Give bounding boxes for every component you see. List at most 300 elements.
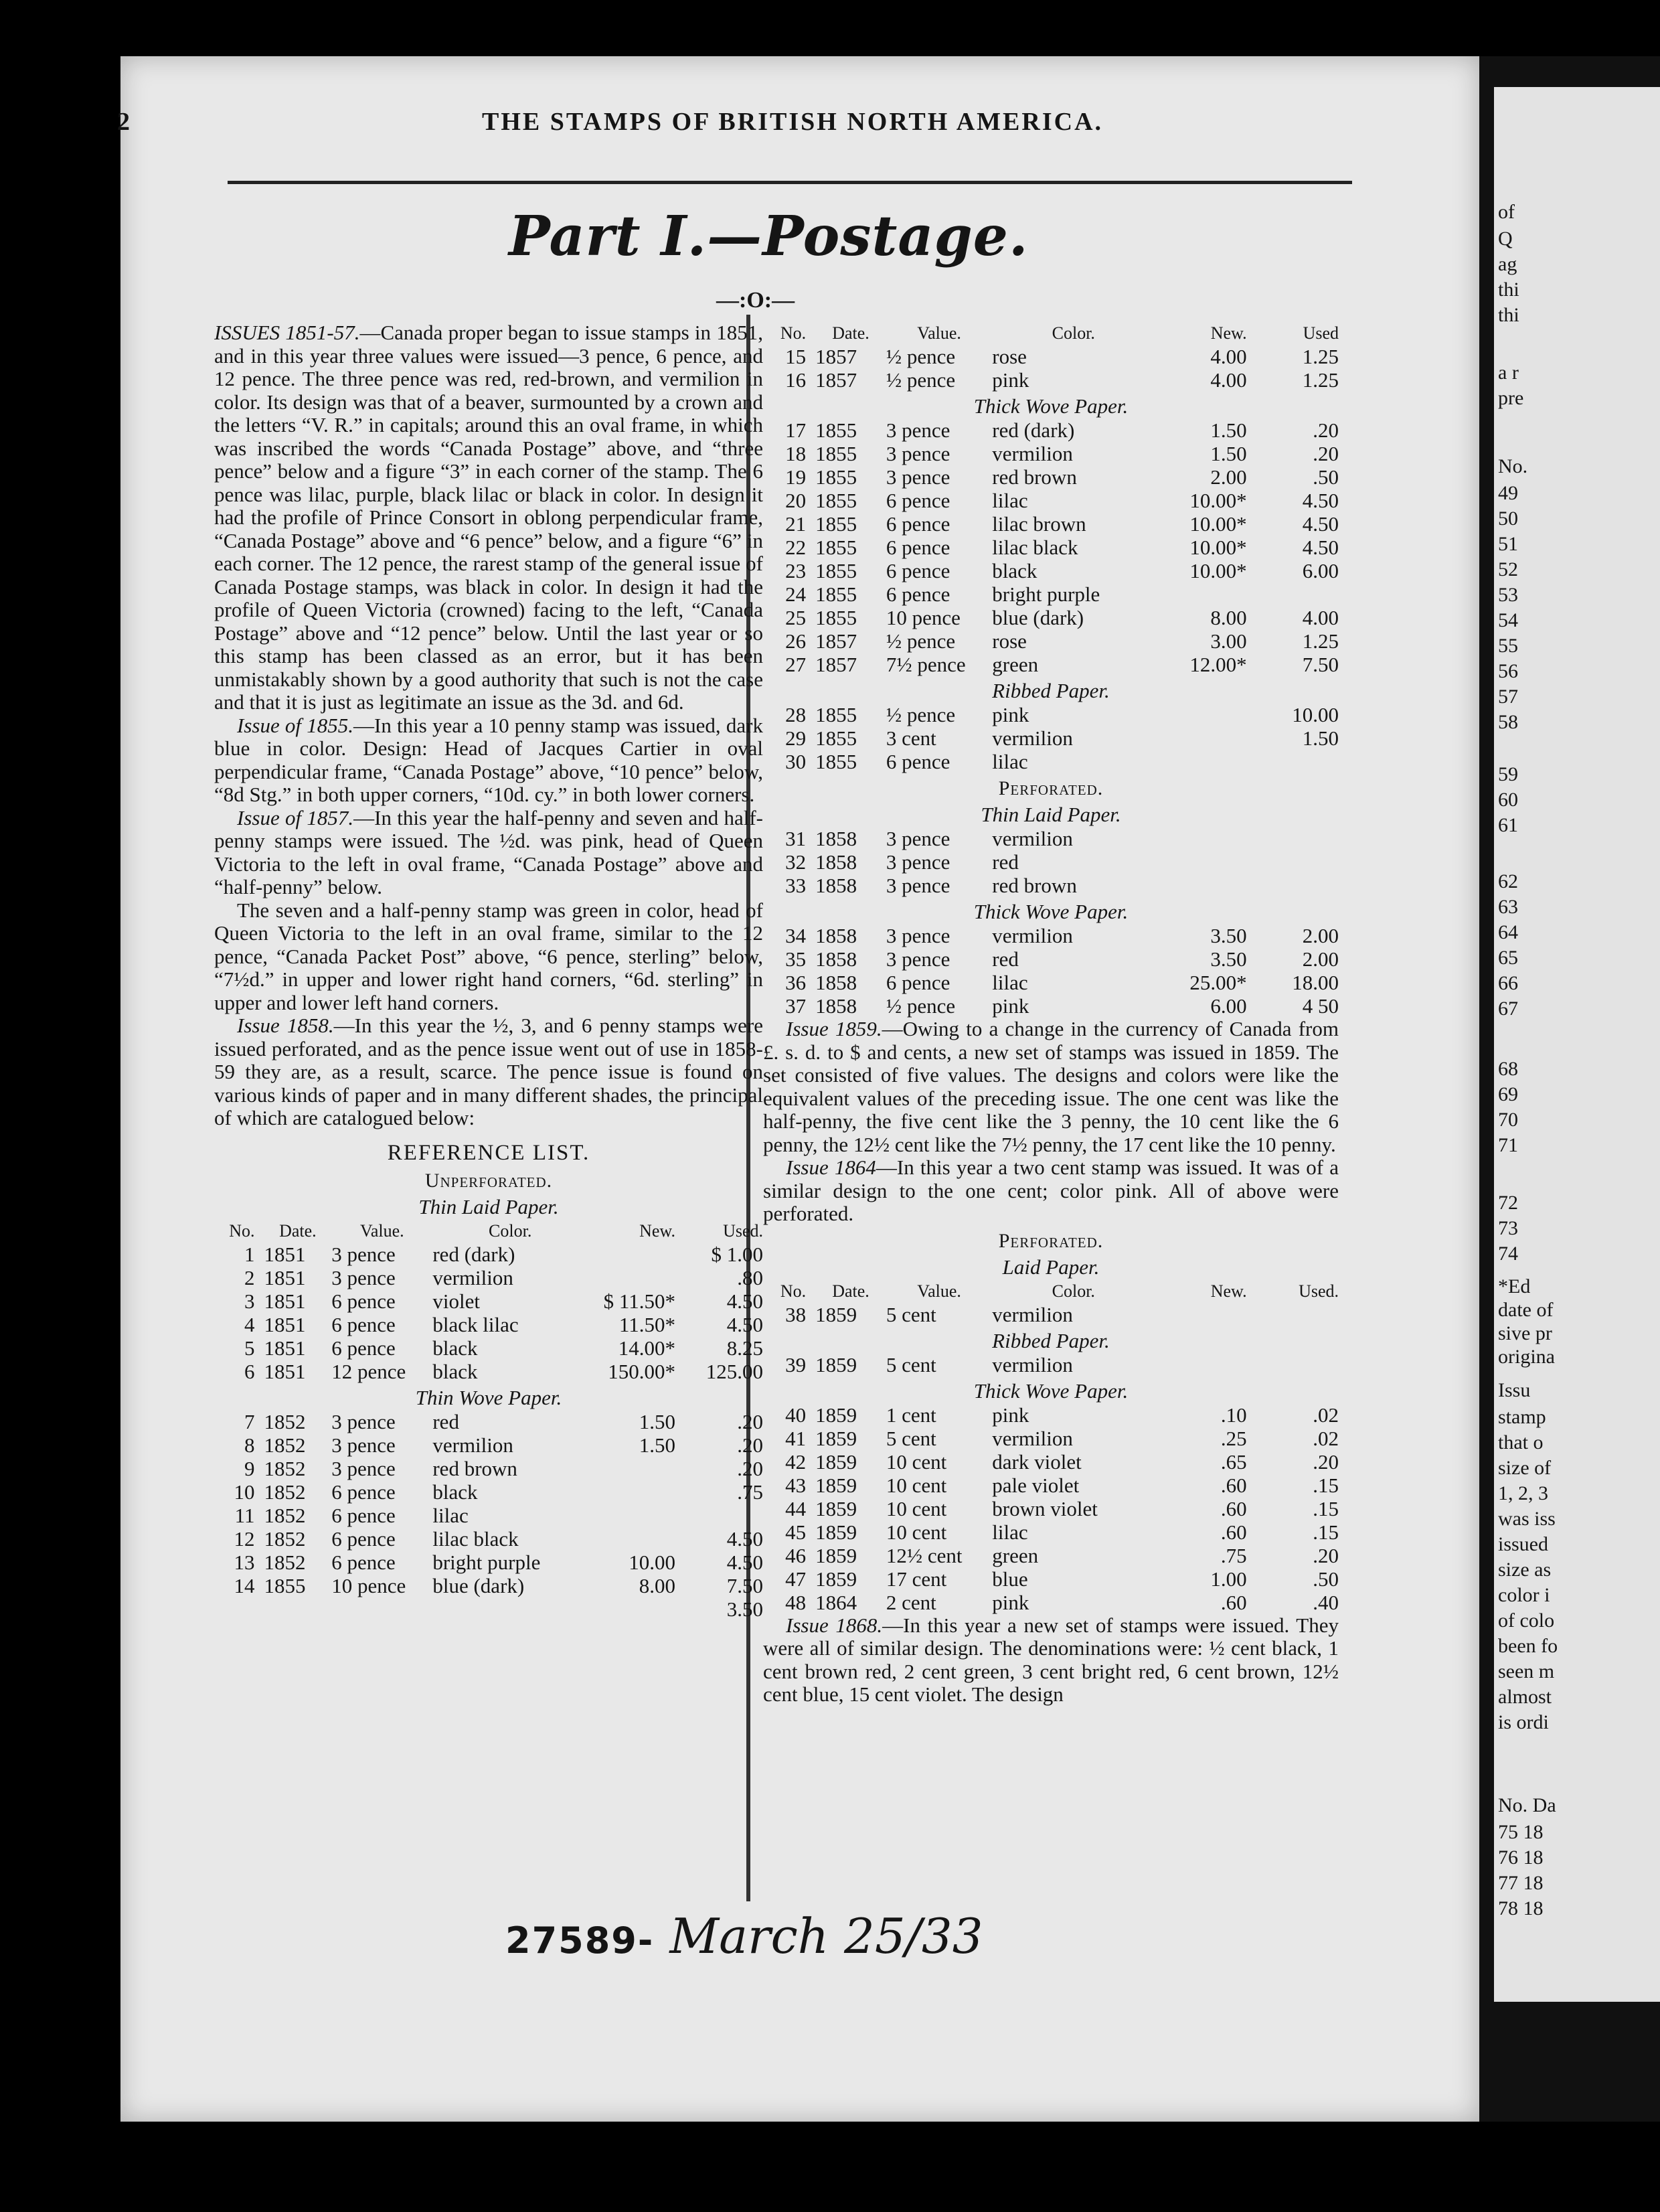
price-used: 8.25 <box>726 1336 763 1360</box>
stamp-color: vermilion <box>992 1426 1073 1450</box>
thick-wove-table <box>763 418 1339 676</box>
price-used: 1.25 <box>1302 368 1339 392</box>
stamp-no: 48 <box>785 1590 807 1614</box>
adjacent-page-text: No. <box>1498 455 1528 477</box>
price-new: .25 <box>1220 1426 1247 1450</box>
table-row <box>763 368 1339 392</box>
stamp-no: 45 <box>785 1520 807 1544</box>
table-row <box>214 1360 763 1383</box>
stamp-no: 25 <box>785 606 807 629</box>
adjacent-page-text: almost <box>1498 1686 1552 1708</box>
price-used <box>1247 827 1339 850</box>
adjacent-page-text: origina <box>1498 1346 1555 1368</box>
table-row <box>763 536 1339 559</box>
stamp-no: 44 <box>785 1496 807 1520</box>
price-used: 6.00 <box>1302 559 1339 582</box>
stamp-value: 10 cent <box>886 1520 947 1544</box>
header-date: Date. <box>832 1281 869 1301</box>
price-new: 12.00* <box>1189 653 1247 676</box>
stamp-no: 17 <box>785 418 807 442</box>
adjacent-page-text: 74 <box>1498 1243 1518 1265</box>
stamp-color: rose <box>992 629 1027 653</box>
stamp-value: 12½ cent <box>886 1543 963 1567</box>
adjacent-page-fragment <box>1494 87 1660 2002</box>
price-used: .20 <box>737 1409 763 1433</box>
header-new: New. <box>1210 1281 1247 1301</box>
price-new <box>1155 726 1246 750</box>
stamp-date: 1859 <box>815 1567 857 1591</box>
stamp-date: 1852 <box>264 1550 306 1574</box>
adjacent-page-text: 67 <box>1498 998 1518 1020</box>
stamp-color: vermilion <box>992 442 1073 465</box>
adjacent-page-text: seen m <box>1498 1660 1555 1682</box>
perforated-heading: Perforated. <box>998 777 1104 799</box>
price-new: .60 <box>1220 1520 1247 1544</box>
stamp-no: 16 <box>785 368 807 392</box>
table-row <box>763 1520 1339 1544</box>
table-row <box>214 1313 763 1336</box>
adjacent-page-text: ag <box>1498 253 1517 275</box>
adjacent-page-text: was iss <box>1498 1508 1556 1530</box>
adjacent-page-text: 68 <box>1498 1058 1518 1080</box>
price-new: 3.50 <box>1210 924 1247 947</box>
price-used: .20 <box>1313 418 1339 442</box>
price-new: 10.00 <box>629 1550 675 1574</box>
adjacent-page-text: 62 <box>1498 870 1518 892</box>
table-row <box>763 1497 1339 1520</box>
stamp-value: 3 pence <box>886 850 950 874</box>
table-row <box>763 1450 1339 1474</box>
price-used <box>1247 1303 1339 1326</box>
stamp-value: 6 pence <box>886 536 950 559</box>
price-new: 2.00 <box>1210 465 1247 489</box>
stamp-date: 1859 <box>815 1543 857 1567</box>
page-number: 2 <box>117 108 130 136</box>
price-used <box>1247 850 1339 874</box>
price-new: .65 <box>1220 1449 1247 1474</box>
table-row <box>214 1574 763 1597</box>
stamp-no: 21 <box>785 512 807 536</box>
price-new <box>1155 1303 1246 1326</box>
stamp-no: 14 <box>234 1573 255 1597</box>
stamp-value: ½ pence <box>886 703 956 726</box>
price-used <box>1247 582 1339 606</box>
stamp-color: dark violet <box>992 1449 1082 1474</box>
thin-laid-table <box>214 1219 763 1383</box>
trailing-used-value: 3.50 <box>726 1597 763 1621</box>
stamp-no: 36 <box>785 971 807 994</box>
stamp-value: 5 cent <box>886 1352 936 1376</box>
stamp-value: 3 pence <box>886 442 950 465</box>
stamp-color: lilac <box>992 750 1028 773</box>
stamp-no: 26 <box>785 629 807 653</box>
stamp-date: 1852 <box>264 1433 306 1457</box>
stamp-no: 8 <box>244 1433 255 1457</box>
table-row <box>763 971 1339 994</box>
stamp-color: pale violet <box>992 1473 1080 1497</box>
price-used: 1.25 <box>1302 629 1339 653</box>
stamp-date: 1859 <box>815 1473 857 1497</box>
adjacent-page-text: No. Da <box>1498 1794 1556 1816</box>
stamp-date: 1852 <box>264 1480 306 1504</box>
adjacent-page-text: 70 <box>1498 1109 1518 1131</box>
stamp-value: 10 cent <box>886 1449 947 1474</box>
stamp-no: 42 <box>785 1449 807 1474</box>
price-used: 4.00 <box>1302 606 1339 629</box>
thin-laid-heading: Thin Laid Paper. <box>418 1194 559 1218</box>
stamp-color: blue (dark) <box>992 606 1084 629</box>
stamp-value: 3 pence <box>331 1456 396 1480</box>
price-new: 8.00 <box>1210 606 1247 629</box>
header-new: New. <box>1210 323 1247 343</box>
stamp-color: red brown <box>992 465 1077 489</box>
paragraph-text: —In this year a 10 penny stamp was issued, dark blue in color. Design: Head of Jacques Cartier in oval perpendicular frame, “Canada Postage” above, “10 pence” below, “8d Stg.” in both upper corners, “10d. cy.” in both lower corners. <box>214 713 763 806</box>
stamp-date: 1855 <box>815 750 857 773</box>
price-used: 1.50 <box>1302 726 1339 750</box>
adjacent-page-text: stamp <box>1498 1406 1546 1428</box>
issue-1864-paragraph <box>763 1156 1339 1226</box>
table-row <box>763 512 1339 536</box>
adjacent-page-text: 77 18 <box>1498 1872 1544 1894</box>
price-new <box>588 1504 675 1527</box>
stamp-no: 13 <box>234 1550 255 1574</box>
stamp-date: 1858 <box>815 971 857 994</box>
price-new <box>588 1527 675 1551</box>
price-used: 4.50 <box>726 1312 763 1336</box>
handwritten-number: 27589- <box>505 1919 655 1962</box>
stamp-date: 1857 <box>815 345 857 368</box>
stamp-color: lilac <box>432 1503 469 1527</box>
stamp-color: red (dark) <box>432 1242 515 1266</box>
table-row <box>763 559 1339 582</box>
stamp-no: 11 <box>234 1503 255 1527</box>
adjacent-page-text: size of <box>1498 1457 1552 1479</box>
issue-1859-paragraph <box>763 1018 1339 1156</box>
laid-heading: Laid Paper. <box>1002 1255 1100 1279</box>
stamp-value: 17 cent <box>886 1567 947 1591</box>
stamp-color: pink <box>992 368 1029 392</box>
stamp-value: 6 pence <box>331 1312 396 1336</box>
price-new: 1.50 <box>639 1433 675 1457</box>
table-row <box>763 629 1339 653</box>
stamp-value: 7½ pence <box>886 653 966 676</box>
price-used <box>675 1504 763 1527</box>
stamp-date: 1855 <box>264 1573 306 1597</box>
adjacent-page-text: 49 <box>1498 482 1518 504</box>
price-used: .15 <box>1313 1520 1339 1544</box>
stamp-color: red <box>432 1409 459 1433</box>
issue-lead: Issue 1859. <box>786 1017 882 1040</box>
price-used: .50 <box>1313 465 1339 489</box>
stamp-color: blue <box>992 1567 1028 1591</box>
adjacent-page-text: 59 <box>1498 763 1518 785</box>
price-new: 6.00 <box>1210 994 1247 1018</box>
stamp-no: 20 <box>785 489 807 512</box>
stamp-date: 1855 <box>815 703 857 726</box>
price-new <box>1155 1353 1246 1376</box>
stamp-date: 1851 <box>264 1289 306 1313</box>
stamp-no: 18 <box>785 442 807 465</box>
price-used: .20 <box>737 1433 763 1457</box>
stamp-no: 10 <box>234 1480 255 1504</box>
stamp-color: vermilion <box>992 726 1073 750</box>
stamp-color: red (dark) <box>992 418 1075 442</box>
table-row <box>763 726 1339 750</box>
intro-paragraph <box>214 321 763 714</box>
stamp-value: ½ pence <box>886 345 956 368</box>
stamp-date: 1852 <box>264 1503 306 1527</box>
price-used: .15 <box>1313 1496 1339 1520</box>
stamp-color: pink <box>992 1403 1029 1427</box>
table-header-row <box>763 321 1339 345</box>
stamp-color: black <box>992 559 1038 582</box>
stamp-value: 6 pence <box>886 582 950 606</box>
stamp-value: 3 pence <box>886 827 950 850</box>
stamp-color: vermilion <box>992 924 1073 947</box>
issue-lead: Issue 1864 <box>786 1156 876 1179</box>
price-new: 1.00 <box>1210 1567 1247 1591</box>
stamp-date: 1857 <box>815 629 857 653</box>
table-row <box>763 1403 1339 1427</box>
stamp-no: 24 <box>785 582 807 606</box>
header-value: Value. <box>917 323 961 343</box>
intro-paragraph <box>214 714 763 807</box>
stamp-color: lilac <box>992 971 1028 994</box>
stamp-value: 10 cent <box>886 1473 947 1497</box>
stamp-no: 31 <box>785 827 807 850</box>
stamp-color: bright purple <box>432 1550 541 1574</box>
stamp-value: 3 pence <box>886 874 950 897</box>
stamp-color: violet <box>432 1289 480 1313</box>
ribbed-heading-2: Ribbed Paper. <box>992 1328 1110 1352</box>
stamp-value: 6 pence <box>886 559 950 582</box>
stamp-value: 6 pence <box>331 1480 396 1504</box>
stamp-value: 6 pence <box>331 1550 396 1574</box>
header-used: Used. <box>1299 1281 1339 1301</box>
stamp-color: red <box>992 947 1019 971</box>
header-new: New. <box>639 1220 675 1241</box>
table-row <box>214 1551 763 1574</box>
thick-wove-table-2 <box>763 1403 1339 1614</box>
stamp-date: 1855 <box>815 726 857 750</box>
stamp-value: 10 cent <box>886 1496 947 1520</box>
table-row <box>214 1527 763 1551</box>
price-used: 7.50 <box>726 1573 763 1597</box>
issue-text: —In this year a new set of stamps were issued. They were all of similar design. The denominations were: ½ cent black, 1 cent brown red, 2 cent green, 3 cent bright red, 6 cent brown, 12½ cent blue, 15 cent violet. The design <box>763 1613 1339 1706</box>
stamp-date: 1859 <box>815 1496 857 1520</box>
intro-paragraph <box>214 1014 763 1130</box>
stamp-color: lilac black <box>992 536 1078 559</box>
stamp-color: blue (dark) <box>432 1573 525 1597</box>
price-used: 4.50 <box>726 1550 763 1574</box>
table-row <box>214 1457 763 1480</box>
stamp-no: 40 <box>785 1403 807 1427</box>
price-used: .20 <box>737 1456 763 1480</box>
intro-paragraph <box>214 807 763 899</box>
table-row <box>214 1289 763 1313</box>
stamp-color: vermilion <box>432 1433 513 1457</box>
table-row <box>763 1544 1339 1567</box>
stamp-value: 1 cent <box>886 1403 936 1427</box>
price-new: 14.00* <box>618 1336 675 1360</box>
stamp-color: red brown <box>992 874 1077 897</box>
stamp-no: 33 <box>785 874 807 897</box>
price-new: 11.50* <box>618 1312 675 1336</box>
price-new <box>588 1480 675 1504</box>
header-date: Date. <box>832 323 869 343</box>
price-used: .02 <box>1313 1403 1339 1427</box>
stamp-date: 1852 <box>264 1409 306 1433</box>
stamp-no: 46 <box>785 1543 807 1567</box>
stamp-no: 5 <box>244 1336 255 1360</box>
stamp-no: 38 <box>785 1302 807 1326</box>
price-new: 150.00* <box>608 1359 675 1383</box>
price-used: 7.50 <box>1302 653 1339 676</box>
stamp-value: 3 pence <box>886 418 950 442</box>
stamp-no: 22 <box>785 536 807 559</box>
issue-1868-paragraph <box>763 1614 1339 1707</box>
stamp-value: 3 pence <box>331 1265 396 1289</box>
table-row <box>763 345 1339 368</box>
adjacent-page-text: been fo <box>1498 1635 1558 1657</box>
adjacent-page-text: 1, 2, 3 <box>1498 1482 1548 1504</box>
stamp-color: lilac brown <box>992 512 1086 536</box>
stamp-no: 35 <box>785 947 807 971</box>
perf-thick-wove-heading: Thick Wove Paper. <box>973 900 1129 923</box>
stamp-no: 3 <box>244 1289 255 1313</box>
price-new: 1.50 <box>1210 442 1247 465</box>
stamp-date: 1855 <box>815 418 857 442</box>
stamp-date: 1858 <box>815 994 857 1018</box>
stamp-no: 1 <box>244 1242 255 1266</box>
unperforated-heading: Unperforated. <box>424 1169 553 1192</box>
adjacent-page-text: *Ed <box>1498 1275 1531 1297</box>
stamp-color: pink <box>992 703 1029 726</box>
price-new: 10.00* <box>1189 489 1247 512</box>
table-row <box>763 465 1339 489</box>
adjacent-page-text: 50 <box>1498 507 1518 530</box>
table-1855-1857 <box>763 321 1339 392</box>
ribbed-table-2 <box>763 1353 1339 1376</box>
stamp-color: vermilion <box>432 1265 513 1289</box>
table-row <box>763 850 1339 874</box>
adjacent-page-text: 66 <box>1498 972 1518 994</box>
price-used: 4.50 <box>1302 489 1339 512</box>
stamp-no: 23 <box>785 559 807 582</box>
stamp-color: lilac black <box>432 1526 519 1551</box>
price-new <box>588 1266 675 1289</box>
stamp-date: 1855 <box>815 559 857 582</box>
price-new: .10 <box>1220 1403 1247 1427</box>
table-row <box>763 827 1339 850</box>
stamp-date: 1858 <box>815 874 857 897</box>
perf-thin-laid-heading: Thin Laid Paper. <box>981 803 1121 826</box>
price-used: 4.50 <box>726 1289 763 1313</box>
stamp-value: 3 pence <box>331 1409 396 1433</box>
price-used: 1.25 <box>1302 345 1339 368</box>
stamp-color: red brown <box>432 1456 517 1480</box>
adjacent-page-text: 57 <box>1498 686 1518 708</box>
stamp-no: 2 <box>244 1265 255 1289</box>
paragraph-text: —In this year the half-penny and seven and half-penny stamps were issued. The ½d. was pink, head of Queen Victoria to the left in oval frame, “Canada Postage” above and “half-penny” below. <box>214 805 763 898</box>
adjacent-page-text: 71 <box>1498 1134 1518 1156</box>
price-new: .60 <box>1220 1496 1247 1520</box>
price-used: 2.00 <box>1302 947 1339 971</box>
stamp-value: ½ pence <box>886 994 956 1018</box>
table-row <box>214 1410 763 1433</box>
table-row <box>214 1243 763 1266</box>
stamp-date: 1859 <box>815 1352 857 1376</box>
adjacent-page-text: 63 <box>1498 896 1518 918</box>
price-used <box>1247 1353 1339 1376</box>
price-new: 10.00* <box>1189 536 1247 559</box>
stamp-value: 3 pence <box>886 924 950 947</box>
stamp-no: 47 <box>785 1567 807 1591</box>
reference-list-title: REFERENCE LIST. <box>387 1140 590 1165</box>
price-new: .60 <box>1220 1473 1247 1497</box>
stamp-value: 2 cent <box>886 1590 936 1614</box>
table-row <box>763 1591 1339 1614</box>
header-no: No. <box>780 323 807 343</box>
stamp-color: lilac <box>992 489 1028 512</box>
part-title: Part I.—Postage. <box>509 204 1029 268</box>
price-used: .20 <box>1313 1449 1339 1474</box>
price-new: 3.50 <box>1210 947 1247 971</box>
stamp-no: 19 <box>785 465 807 489</box>
stamp-value: ½ pence <box>886 368 956 392</box>
header-value: Value. <box>917 1281 961 1301</box>
paragraph-lead: ISSUES 1851-57. <box>214 321 360 344</box>
price-used: .75 <box>737 1480 763 1504</box>
paragraph-lead: Issue of 1857. <box>237 805 354 830</box>
price-new: 3.00 <box>1210 629 1247 653</box>
stamp-no: 9 <box>244 1456 255 1480</box>
price-new <box>1155 582 1246 606</box>
paragraph-text: —In this year the ½, 3, and 6 penny stamps were issued perforated, and as the pence issue went out of use in 1858-59 they are, as a result, scarce. The pence issue is found on various kinds of paper and in many different shades, the principal of which are catalogued below: <box>214 1014 763 1129</box>
thick-wove-heading-2: Thick Wove Paper. <box>973 1378 1129 1403</box>
stamp-color: bright purple <box>992 582 1100 606</box>
stamp-no: 6 <box>244 1359 255 1383</box>
table-row <box>214 1480 763 1504</box>
stamp-no: 7 <box>244 1409 255 1433</box>
price-used: 18.00 <box>1292 971 1339 994</box>
price-new <box>588 1457 675 1480</box>
stamp-value: 10 pence <box>331 1573 406 1597</box>
stamp-color: vermilion <box>992 1302 1073 1326</box>
price-used: 4 50 <box>1302 994 1339 1018</box>
price-new: $ 11.50* <box>603 1289 675 1313</box>
adjacent-page-text: 51 <box>1498 533 1518 555</box>
stamp-color: pink <box>992 994 1029 1018</box>
stamp-color: green <box>992 1543 1039 1567</box>
price-used: .40 <box>1313 1590 1339 1614</box>
table-row <box>763 874 1339 897</box>
ribbed-table <box>763 703 1339 773</box>
adjacent-page-text: 76 18 <box>1498 1846 1544 1869</box>
running-title: THE STAMPS OF BRITISH NORTH AMERICA. <box>482 108 1104 136</box>
stamp-color: green <box>992 653 1039 676</box>
price-new <box>1155 827 1246 850</box>
header-no: No. <box>780 1281 807 1301</box>
table-row <box>763 442 1339 465</box>
table-row <box>763 582 1339 606</box>
stamp-value: 6 pence <box>331 1503 396 1527</box>
price-used: .50 <box>1313 1567 1339 1591</box>
header-color: Color. <box>1052 323 1095 343</box>
price-new: 1.50 <box>639 1409 675 1433</box>
adjacent-page-text: 53 <box>1498 584 1518 606</box>
stamp-value: 6 pence <box>331 1289 396 1313</box>
